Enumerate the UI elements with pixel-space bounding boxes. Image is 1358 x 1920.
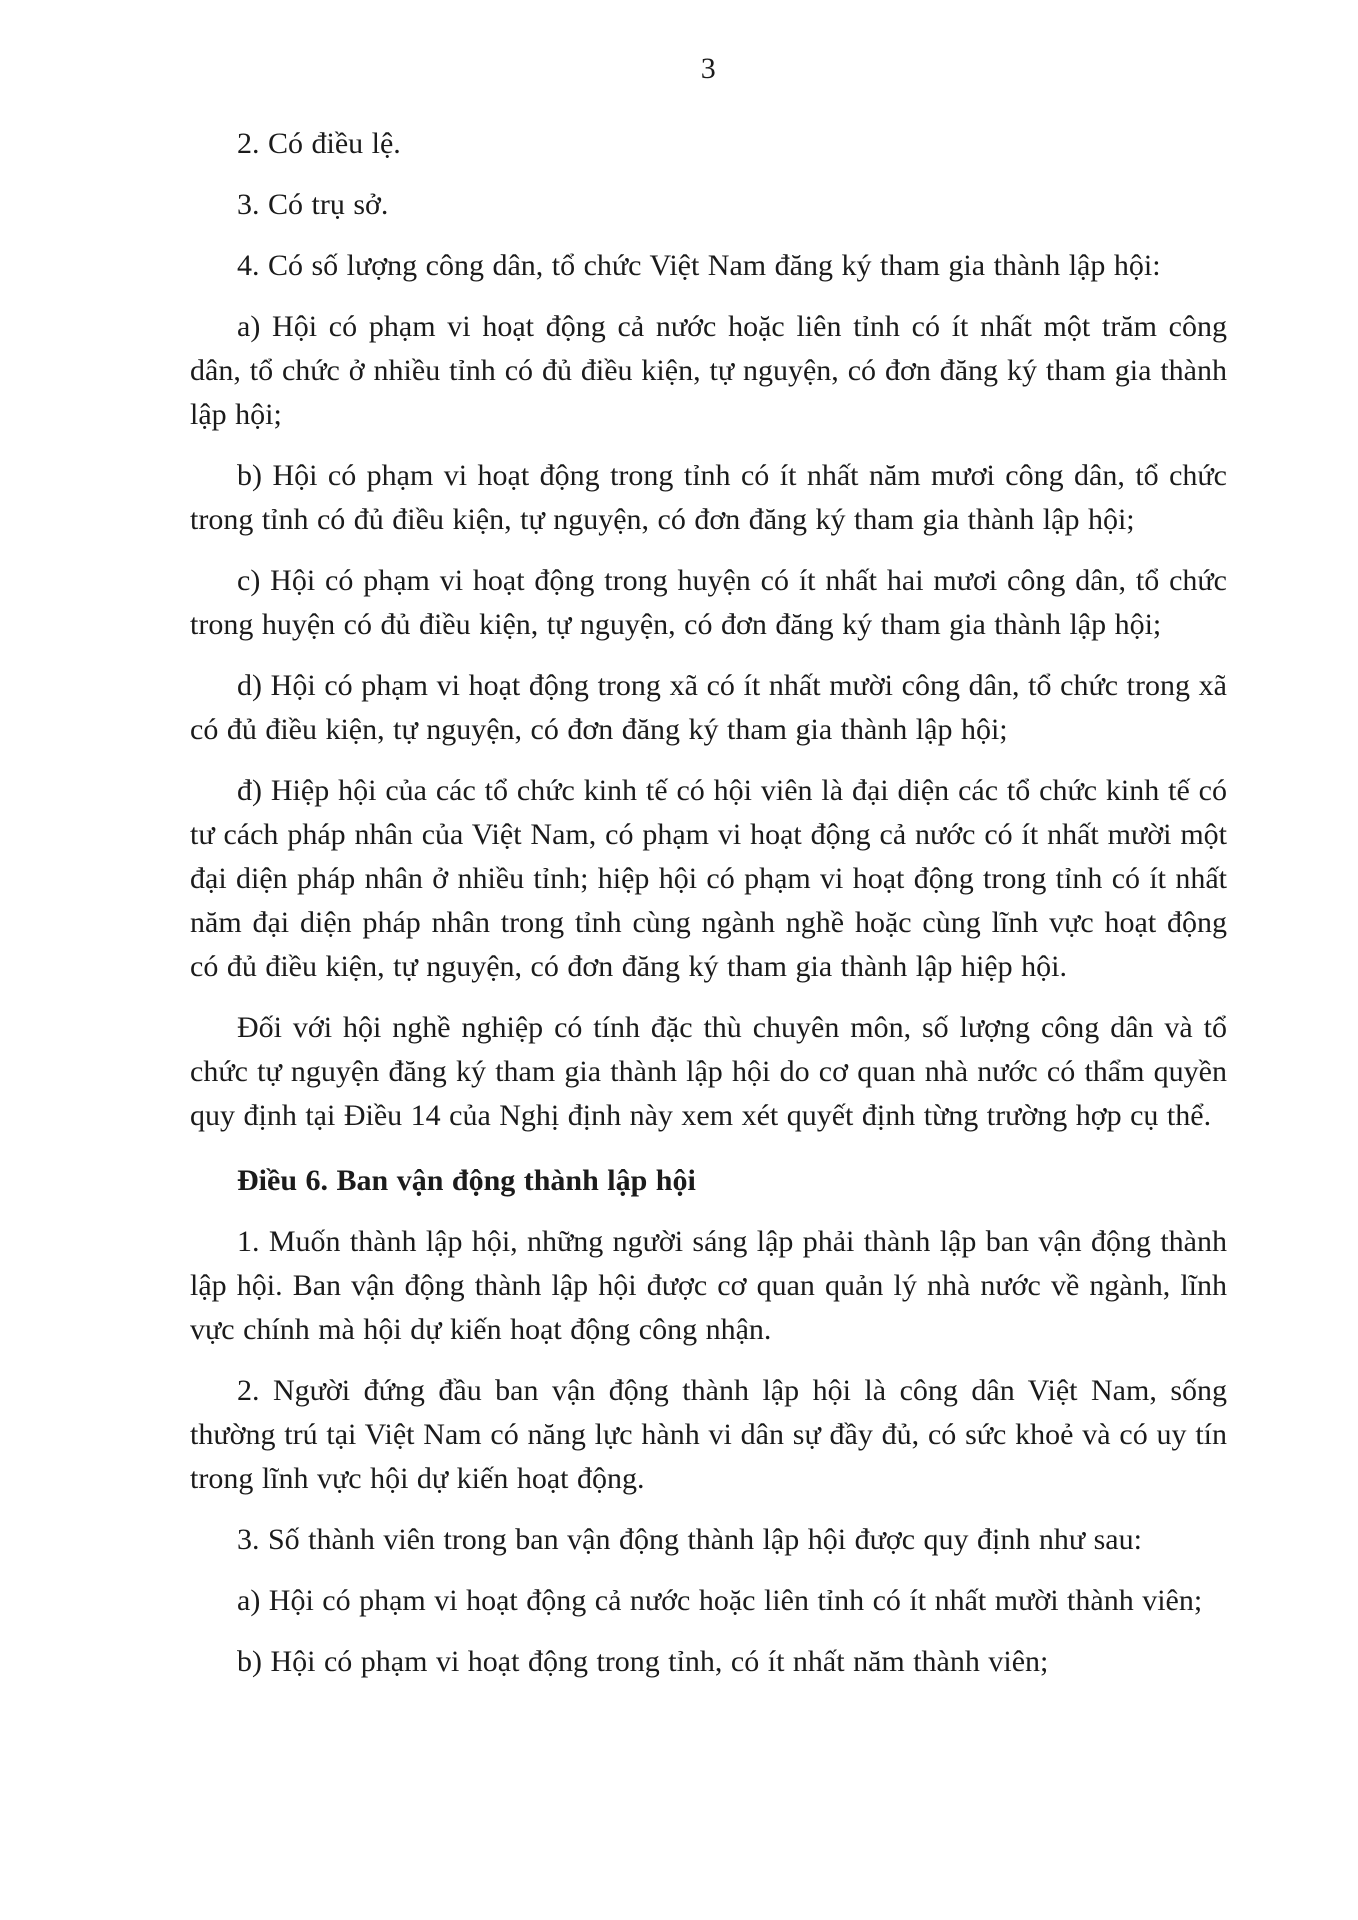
article-6-clause-3-point-a: a) Hội có phạm vi hoạt động cả nước hoặc liên tỉnh có ít nhất mười thành viên; [237, 1584, 1203, 1617]
clause-4-point-dd: đ) Hiệp hội của các tổ chức kinh tế có hội viên là đại diện các tổ chức kinh tế có tư cách pháp nhân của Việt Nam, có phạm vi hoạt động cả nước có ít nhất mười một đại diện pháp nhân ở nhiều tỉnh; hiệp hội có phạm vi hoạt động trong tỉnh có ít nhất năm đại diện pháp nhân trong tỉnh cùng ngành nghề hoặc cùng lĩnh vực hoạt động có đủ điều kiện, tự nguyện, có đơn đăng ký tham gia thành lập hiệp hội. [190, 774, 1227, 983]
article-6-clause-2: 2. Người đứng đầu ban vận động thành lập hội là công dân Việt Nam, sống thường trú tại Việt Nam có năng lực hành vi dân sự đầy đủ, có sức khoẻ và có uy tín trong lĩnh vực hội dự kiến hoạt động. [190, 1374, 1227, 1495]
clause-4-point-c: c) Hội có phạm vi hoạt động trong huyện có ít nhất hai mươi công dân, tổ chức trong huyện có đủ điều kiện, tự nguyện, có đơn đăng ký tham gia thành lập hội; [190, 564, 1227, 641]
clause-4-special-case: Đối với hội nghề nghiệp có tính đặc thù chuyên môn, số lượng công dân và tổ chức tự nguyện đăng ký tham gia thành lập hội do cơ quan nhà nước có thẩm quyền quy định tại Điều 14 của Nghị định này xem xét quyết định từng trường hợp cụ thể. [190, 1011, 1227, 1132]
article-6-clause-1: 1. Muốn thành lập hội, những người sáng lập phải thành lập ban vận động thành lập hội. Ban vận động thành lập hội được cơ quan quản lý nhà nước về ngành, lĩnh vực chính mà hội dự kiến hoạt động công nhận. [190, 1225, 1227, 1346]
clause-2: 2. Có điều lệ. [237, 127, 401, 160]
page-number: 3 [700, 52, 717, 85]
article-6-clause-3: 3. Số thành viên trong ban vận động thành lập hội được quy định như sau: [237, 1523, 1142, 1556]
article-6-heading: Điều 6. Ban vận động thành lập hội [237, 1164, 696, 1197]
clause-4: 4. Có số lượng công dân, tổ chức Việt Nam đăng ký tham gia thành lập hội: [237, 249, 1161, 282]
clause-4-point-a: a) Hội có phạm vi hoạt động cả nước hoặc liên tỉnh có ít nhất một trăm công dân, tổ chức ở nhiều tỉnh có đủ điều kiện, tự nguyện, có đơn đăng ký tham gia thành lập hội; [190, 310, 1227, 431]
article-6-clause-3-point-b: b) Hội có phạm vi hoạt động trong tỉnh, có ít nhất năm thành viên; [237, 1645, 1049, 1678]
text-block [190, 52, 1227, 1684]
clause-3: 3. Có trụ sở. [237, 188, 389, 221]
clause-4-point-d: d) Hội có phạm vi hoạt động trong xã có ít nhất mười công dân, tổ chức trong xã có đủ điều kiện, tự nguyện, có đơn đăng ký tham gia thành lập hội; [190, 669, 1227, 746]
clause-4-point-b: b) Hội có phạm vi hoạt động trong tỉnh có ít nhất năm mươi công dân, tổ chức trong tỉnh có đủ điều kiện, tự nguyện, có đơn đăng ký tham gia thành lập hội; [190, 459, 1227, 536]
